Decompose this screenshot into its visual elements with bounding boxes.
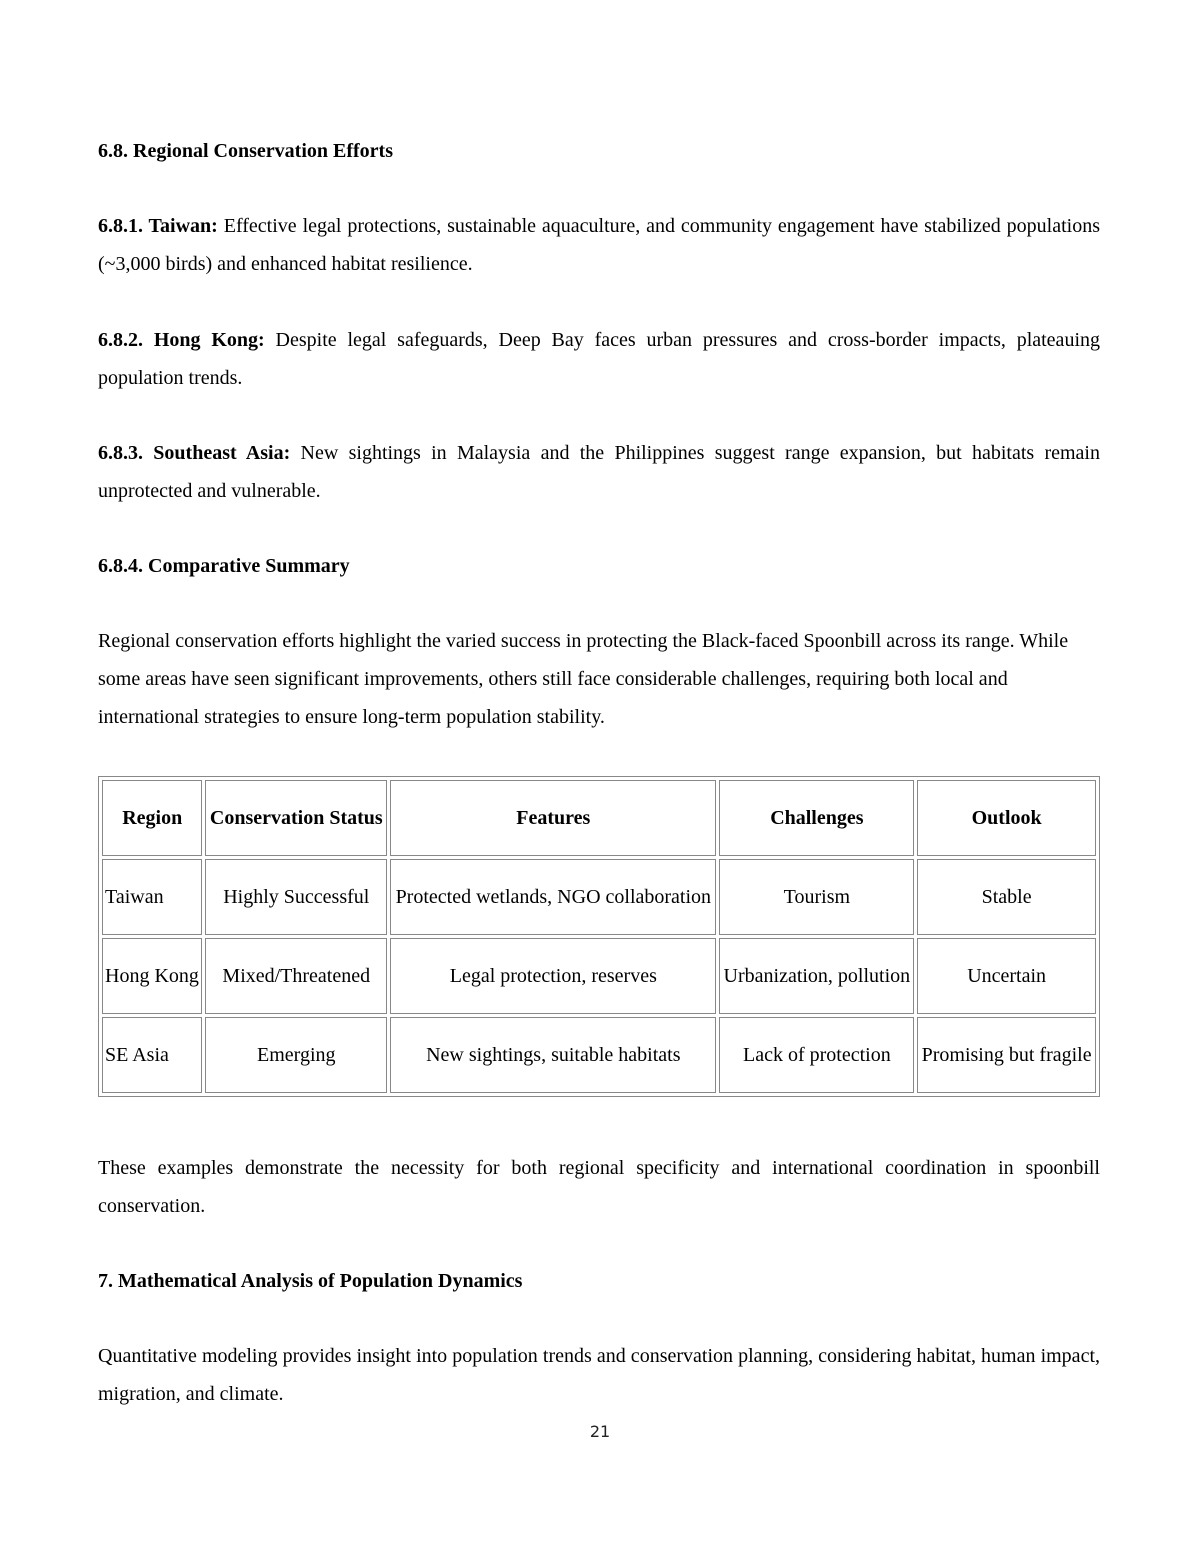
header-outlook: Outlook bbox=[917, 780, 1096, 856]
header-region: Region bbox=[102, 780, 202, 856]
comparison-table bbox=[98, 776, 1100, 1097]
paragraph-taiwan bbox=[98, 207, 1100, 283]
cell-features: Protected wetlands, NGO collaboration bbox=[390, 859, 716, 935]
text-taiwan: Effective legal protections, sustainable aquaculture, and community engagement have stabilized populations (~3,000 birds) and enhanced habitat resilience. bbox=[98, 215, 1100, 275]
text-hong-kong: Despite legal safeguards, Deep Bay faces urban pressures and cross-border impacts, plateauing population trends. bbox=[98, 329, 1100, 389]
label-hong-kong: 6.8.2. Hong Kong: bbox=[98, 329, 265, 351]
table-header-row bbox=[102, 780, 1096, 856]
paragraph-after-table: These examples demonstrate the necessity for both regional specificity and international coordination in spoonbill conservation. bbox=[98, 1157, 1100, 1217]
label-southeast-asia: 6.8.3. Southeast Asia: bbox=[98, 442, 291, 464]
header-challenges: Challenges bbox=[719, 780, 914, 856]
table-row bbox=[102, 1017, 1096, 1093]
paragraph-hong-kong bbox=[98, 321, 1100, 397]
cell-challenges: Lack of protection bbox=[719, 1017, 914, 1093]
cell-region: Taiwan bbox=[102, 859, 202, 935]
section-heading-6-8-4: 6.8.4. Comparative Summary bbox=[98, 555, 350, 577]
table-row bbox=[102, 859, 1096, 935]
page-number: 21 bbox=[589, 1422, 611, 1441]
table-row bbox=[102, 938, 1096, 1014]
paragraph-comparative-summary: Regional conservation efforts highlight the varied success in protecting the Black-faced Spoonbill across its range. While some areas have seen significant improvements, others still face considerable challenges, requiring both local and international strategies to ensure long-term population stability. bbox=[98, 630, 1069, 728]
section-heading-6-8: 6.8. Regional Conservation Efforts bbox=[98, 140, 393, 162]
cell-status: Highly Successful bbox=[205, 859, 387, 935]
cell-features: Legal protection, reserves bbox=[390, 938, 716, 1014]
paragraph-section-7: Quantitative modeling provides insight into population trends and conservation planning, considering habitat, human impact, migration, and climate. bbox=[98, 1345, 1100, 1405]
cell-outlook: Promising but fragile bbox=[917, 1017, 1096, 1093]
cell-outlook: Uncertain bbox=[917, 938, 1096, 1014]
header-conservation-status: Conservation Status bbox=[205, 780, 387, 856]
cell-status: Emerging bbox=[205, 1017, 387, 1093]
label-taiwan: 6.8.1. Taiwan: bbox=[98, 215, 218, 237]
cell-status: Mixed/Threatened bbox=[205, 938, 387, 1014]
section-heading-7: 7. Mathematical Analysis of Population Dynamics bbox=[98, 1270, 523, 1292]
header-features: Features bbox=[390, 780, 716, 856]
paragraph-southeast-asia bbox=[98, 434, 1100, 510]
cell-outlook: Stable bbox=[917, 859, 1096, 935]
cell-features: New sightings, suitable habitats bbox=[390, 1017, 716, 1093]
cell-region: Hong Kong bbox=[102, 938, 202, 1014]
cell-challenges: Tourism bbox=[719, 859, 914, 935]
text-southeast-asia: New sightings in Malaysia and the Philippines suggest range expansion, but habitats remain unprotected and vulnerable. bbox=[98, 442, 1100, 502]
cell-region: SE Asia bbox=[102, 1017, 202, 1093]
cell-challenges: Urbanization, pollution bbox=[719, 938, 914, 1014]
